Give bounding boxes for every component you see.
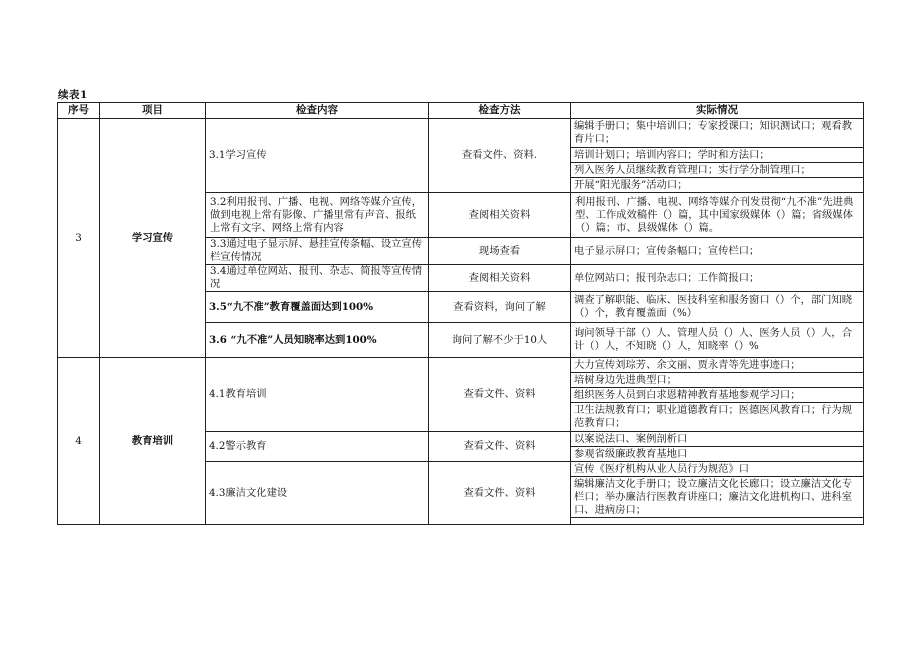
section4-item: 教育培训 — [100, 358, 206, 525]
s3-r3-content: 3.3通过电子显示屏、悬挂宣传条幅、设立宣传栏宣传情况 — [206, 238, 429, 265]
s3-r5-content: 3.5“九不准”教育覆盖面达到100% — [206, 292, 429, 323]
s3-r1-content: 3.1学习宣传 — [206, 119, 429, 193]
s3-r6-actual: 询问领导干部（）人、管理人员（）人、医务人员（）人，合计（）人，不知晓（）人，知晓率（）% — [571, 323, 864, 358]
section4-seq: 4 — [58, 358, 100, 525]
s3-r1-method: 查看文件、资料. — [429, 119, 571, 193]
s3-r4-actual: 单位网站口；报刊杂志口；工作简报口； — [571, 265, 864, 292]
s4-r3-method: 查看文件、资料 — [429, 462, 571, 525]
s3-r1-actual-4: 开展“阳光服务”活动口； — [571, 178, 864, 193]
header-row — [58, 103, 864, 119]
s3-r5-method: 查看资料，询问了解 — [429, 292, 571, 323]
s3-r3-actual: 电子显示屏口；宣传条幅口；宣传栏口； — [571, 238, 864, 265]
section3-seq: 3 — [58, 119, 100, 358]
s4-r3-actual-1: 宣传《医疗机构从业人员行为规范》口 — [571, 462, 864, 477]
s4-r2-actual-2: 参观省级廉政教育基地口 — [571, 447, 864, 462]
s4-r1-method: 查看文件、资料 — [429, 358, 571, 432]
s3-r6-content: 3.6 “九不准”人员知晓率达到100% — [206, 323, 429, 358]
s3-r5-actual: 调查了解职能、临床、医技科室和服务窗口（）个，部门知晓（）个，教育覆盖面（%） — [571, 292, 864, 323]
header-method: 检查方法 — [429, 103, 571, 119]
s3-r2-content: 3.2利用报刊、广播、电视、网络等媒介宣传，做到电视上常有影像、广播里常有声音、报纸上常有文字、网络上常有内容 — [206, 193, 429, 238]
inspection-table — [57, 102, 864, 525]
s3-r1-actual-2: 培训计划口；培训内容口；学时和方法口； — [571, 148, 864, 163]
s4-r1-actual-4: 卫生法规教育口；职业道德教育口；医德医风教育口；行为规范教育口； — [571, 403, 864, 432]
s4-r1-content: 4.1教育培训 — [206, 358, 429, 432]
header-item: 项目 — [100, 103, 206, 119]
section3-item: 学习宣传 — [100, 119, 206, 358]
s3-r2-method: 查阅相关资料 — [429, 193, 571, 238]
s3-r3-method: 现场查看 — [429, 238, 571, 265]
s3-r4-content: 3.4通过单位网站、报刊、杂志、简报等宣传情况 — [206, 265, 429, 292]
s4-r2-content: 4.2警示教育 — [206, 432, 429, 462]
s3-r1-actual-1: 编辑手册口；集中培训口；专家授课口；知识测试口；观看教育片口； — [571, 119, 864, 148]
s4-r3-content: 4.3廉洁文化建设 — [206, 462, 429, 525]
header-seq: 序号 — [58, 103, 100, 119]
s4-r3-actual-blank — [571, 518, 864, 525]
s4-r1-actual-2: 培树身边先进典型口； — [571, 373, 864, 388]
s3-r4-method: 查阅相关资料 — [429, 265, 571, 292]
s4-r2-method: 查看文件、资料 — [429, 432, 571, 462]
header-content: 检查内容 — [206, 103, 429, 119]
s4-r2-actual-1: 以案说法口、案例剖析口 — [571, 432, 864, 447]
s3-r2-actual: 利用报刊、广播、电视、网络等媒介刊发贯彻“九不准”先进典型、工作成效稿件（）篇，其中国家级媒体（）篇；省级媒体（）篇；市、县级媒体（）篇。 — [571, 193, 864, 238]
s4-r1-actual-3: 组织医务人员到白求恩精神教育基地参观学习口； — [571, 388, 864, 403]
header-actual: 实际情况 — [571, 103, 864, 119]
s4-r1-actual-1: 大力宣传刘琮芳、余文丽、贾永青等先进事迹口； — [571, 358, 864, 373]
s3-r6-method: 询问了解不少于10人 — [429, 323, 571, 358]
table-caption: 续表1 — [58, 89, 88, 101]
s3-r1-actual-3: 列入医务人员继续教育管理口；实行学分制管理口； — [571, 163, 864, 178]
s4-r3-actual-2: 编辑廉洁文化手册口；设立廉洁文化长廊口；设立廉洁文化专栏口；举办廉洁行医教育讲座口；廉洁文化进机构口、进科室口、进病房口； — [571, 477, 864, 518]
